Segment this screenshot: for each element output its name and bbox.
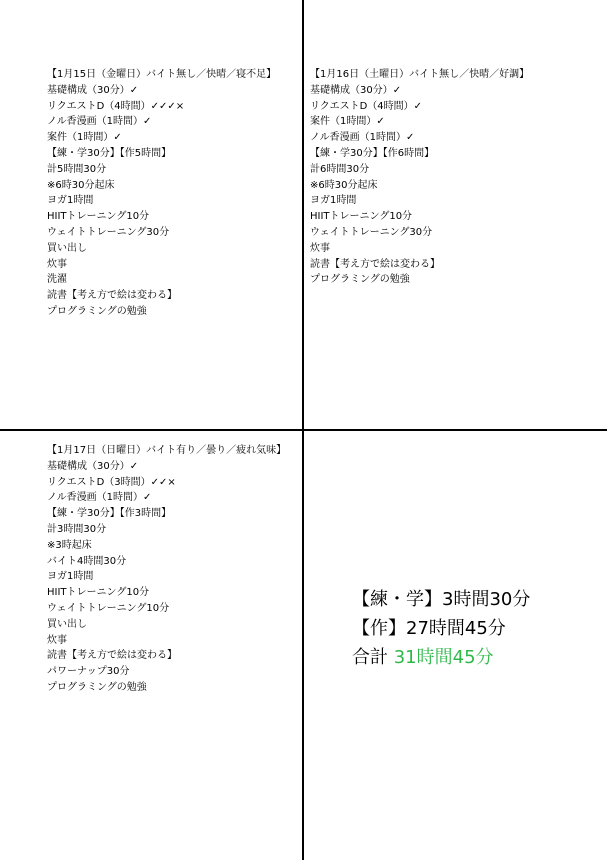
panel-line: ヨガ1時間 bbox=[47, 195, 94, 207]
panel-line: 計6時間30分 bbox=[310, 163, 370, 175]
panel-line: 計5時間30分 bbox=[47, 163, 107, 175]
panel-line: ※3時起床 bbox=[47, 539, 92, 551]
horizontal-divider bbox=[0, 429, 607, 431]
panel-line: 読書【考え方で絵は変わる】 bbox=[47, 650, 177, 662]
day-panel-jan17 bbox=[47, 443, 286, 696]
panel-line: バイト4時間30分 bbox=[47, 555, 127, 567]
panel-line: 案件（1時間）✓ bbox=[310, 116, 385, 128]
panel-line: 計3時間30分 bbox=[47, 523, 107, 535]
panel-line: リクエストD（4時間）✓ bbox=[310, 100, 423, 112]
day-panel-jan15 bbox=[47, 67, 276, 320]
panel-line: ヨガ1時間 bbox=[47, 571, 94, 583]
panel-line: リクエストD（3時間）✓✓× bbox=[47, 476, 176, 488]
panel-line: ヨガ1時間 bbox=[310, 195, 357, 207]
panel-heading: 【1月16日（土曜日）バイト無し／快晴／好調】 bbox=[310, 69, 530, 80]
panel-heading: 【1月17日（日曜日）バイト有り／曇り／疲れ気味】 bbox=[47, 445, 287, 456]
panel-line: リクエストD（4時間）✓✓✓× bbox=[47, 100, 185, 112]
panel-line: 基礎構成（30分）✓ bbox=[47, 84, 139, 96]
panel-line: パワーナップ30分 bbox=[47, 666, 130, 678]
panel-line: 【練・学30分】【作6時間】 bbox=[310, 147, 435, 159]
panel-line: ノル香漫画（1時間）✓ bbox=[47, 116, 152, 128]
panel-line: ウェイトトレーニング10分 bbox=[47, 602, 170, 614]
summary-grand-total bbox=[352, 643, 530, 672]
panel-line: 読書【考え方で絵は変わる】 bbox=[47, 290, 177, 302]
panel-line: ※6時30分起床 bbox=[47, 179, 115, 191]
day-panel-jan16 bbox=[310, 67, 529, 288]
panel-line: 読書【考え方で絵は変わる】 bbox=[310, 258, 440, 270]
panel-line: プログラミングの勉強 bbox=[47, 681, 147, 693]
panel-line: 買い出し bbox=[47, 618, 87, 630]
panel-line: ノル香漫画（1時間）✓ bbox=[310, 132, 415, 144]
panel-line: 炊事 bbox=[47, 634, 67, 646]
panel-heading: 【1月15日（金曜日）バイト無し／快晴／寝不足】 bbox=[47, 69, 277, 80]
panel-line: 【練・学30分】【作5時間】 bbox=[47, 147, 172, 159]
panel-line: 炊事 bbox=[310, 242, 330, 254]
panel-line: ウェイトトレーニング30分 bbox=[47, 226, 170, 238]
panel-line: 洗濯 bbox=[47, 274, 67, 286]
panel-line: HIITトレーニング10分 bbox=[47, 587, 150, 599]
panel-line: 基礎構成（30分）✓ bbox=[310, 84, 402, 96]
panel-line: 基礎構成（30分）✓ bbox=[47, 460, 139, 472]
grand-total-value: 31時間45分 bbox=[393, 647, 494, 668]
grand-total-label: 合計 bbox=[352, 647, 394, 668]
panel-line: 【練・学30分】【作3時間】 bbox=[47, 508, 172, 520]
panel-line: ノル香漫画（1時間）✓ bbox=[47, 492, 152, 504]
panel-line: ウェイトトレーニング30分 bbox=[310, 226, 433, 238]
panel-line: 案件（1時間）✓ bbox=[47, 132, 122, 144]
panel-line: プログラミングの勉強 bbox=[47, 305, 147, 317]
panel-line: 炊事 bbox=[47, 258, 67, 270]
panel-line: プログラミングの勉強 bbox=[310, 274, 410, 286]
panel-line: 買い出し bbox=[47, 242, 87, 254]
panel-line: HIITトレーニング10分 bbox=[310, 211, 413, 223]
summary-work-total: 【作】27時間45分 bbox=[352, 618, 506, 639]
panel-line: HIITトレーニング10分 bbox=[47, 211, 150, 223]
summary-practice-total: 【練・学】3時間30分 bbox=[352, 589, 531, 610]
panel-line: ※6時30分起床 bbox=[310, 179, 378, 191]
summary-panel bbox=[352, 585, 530, 672]
